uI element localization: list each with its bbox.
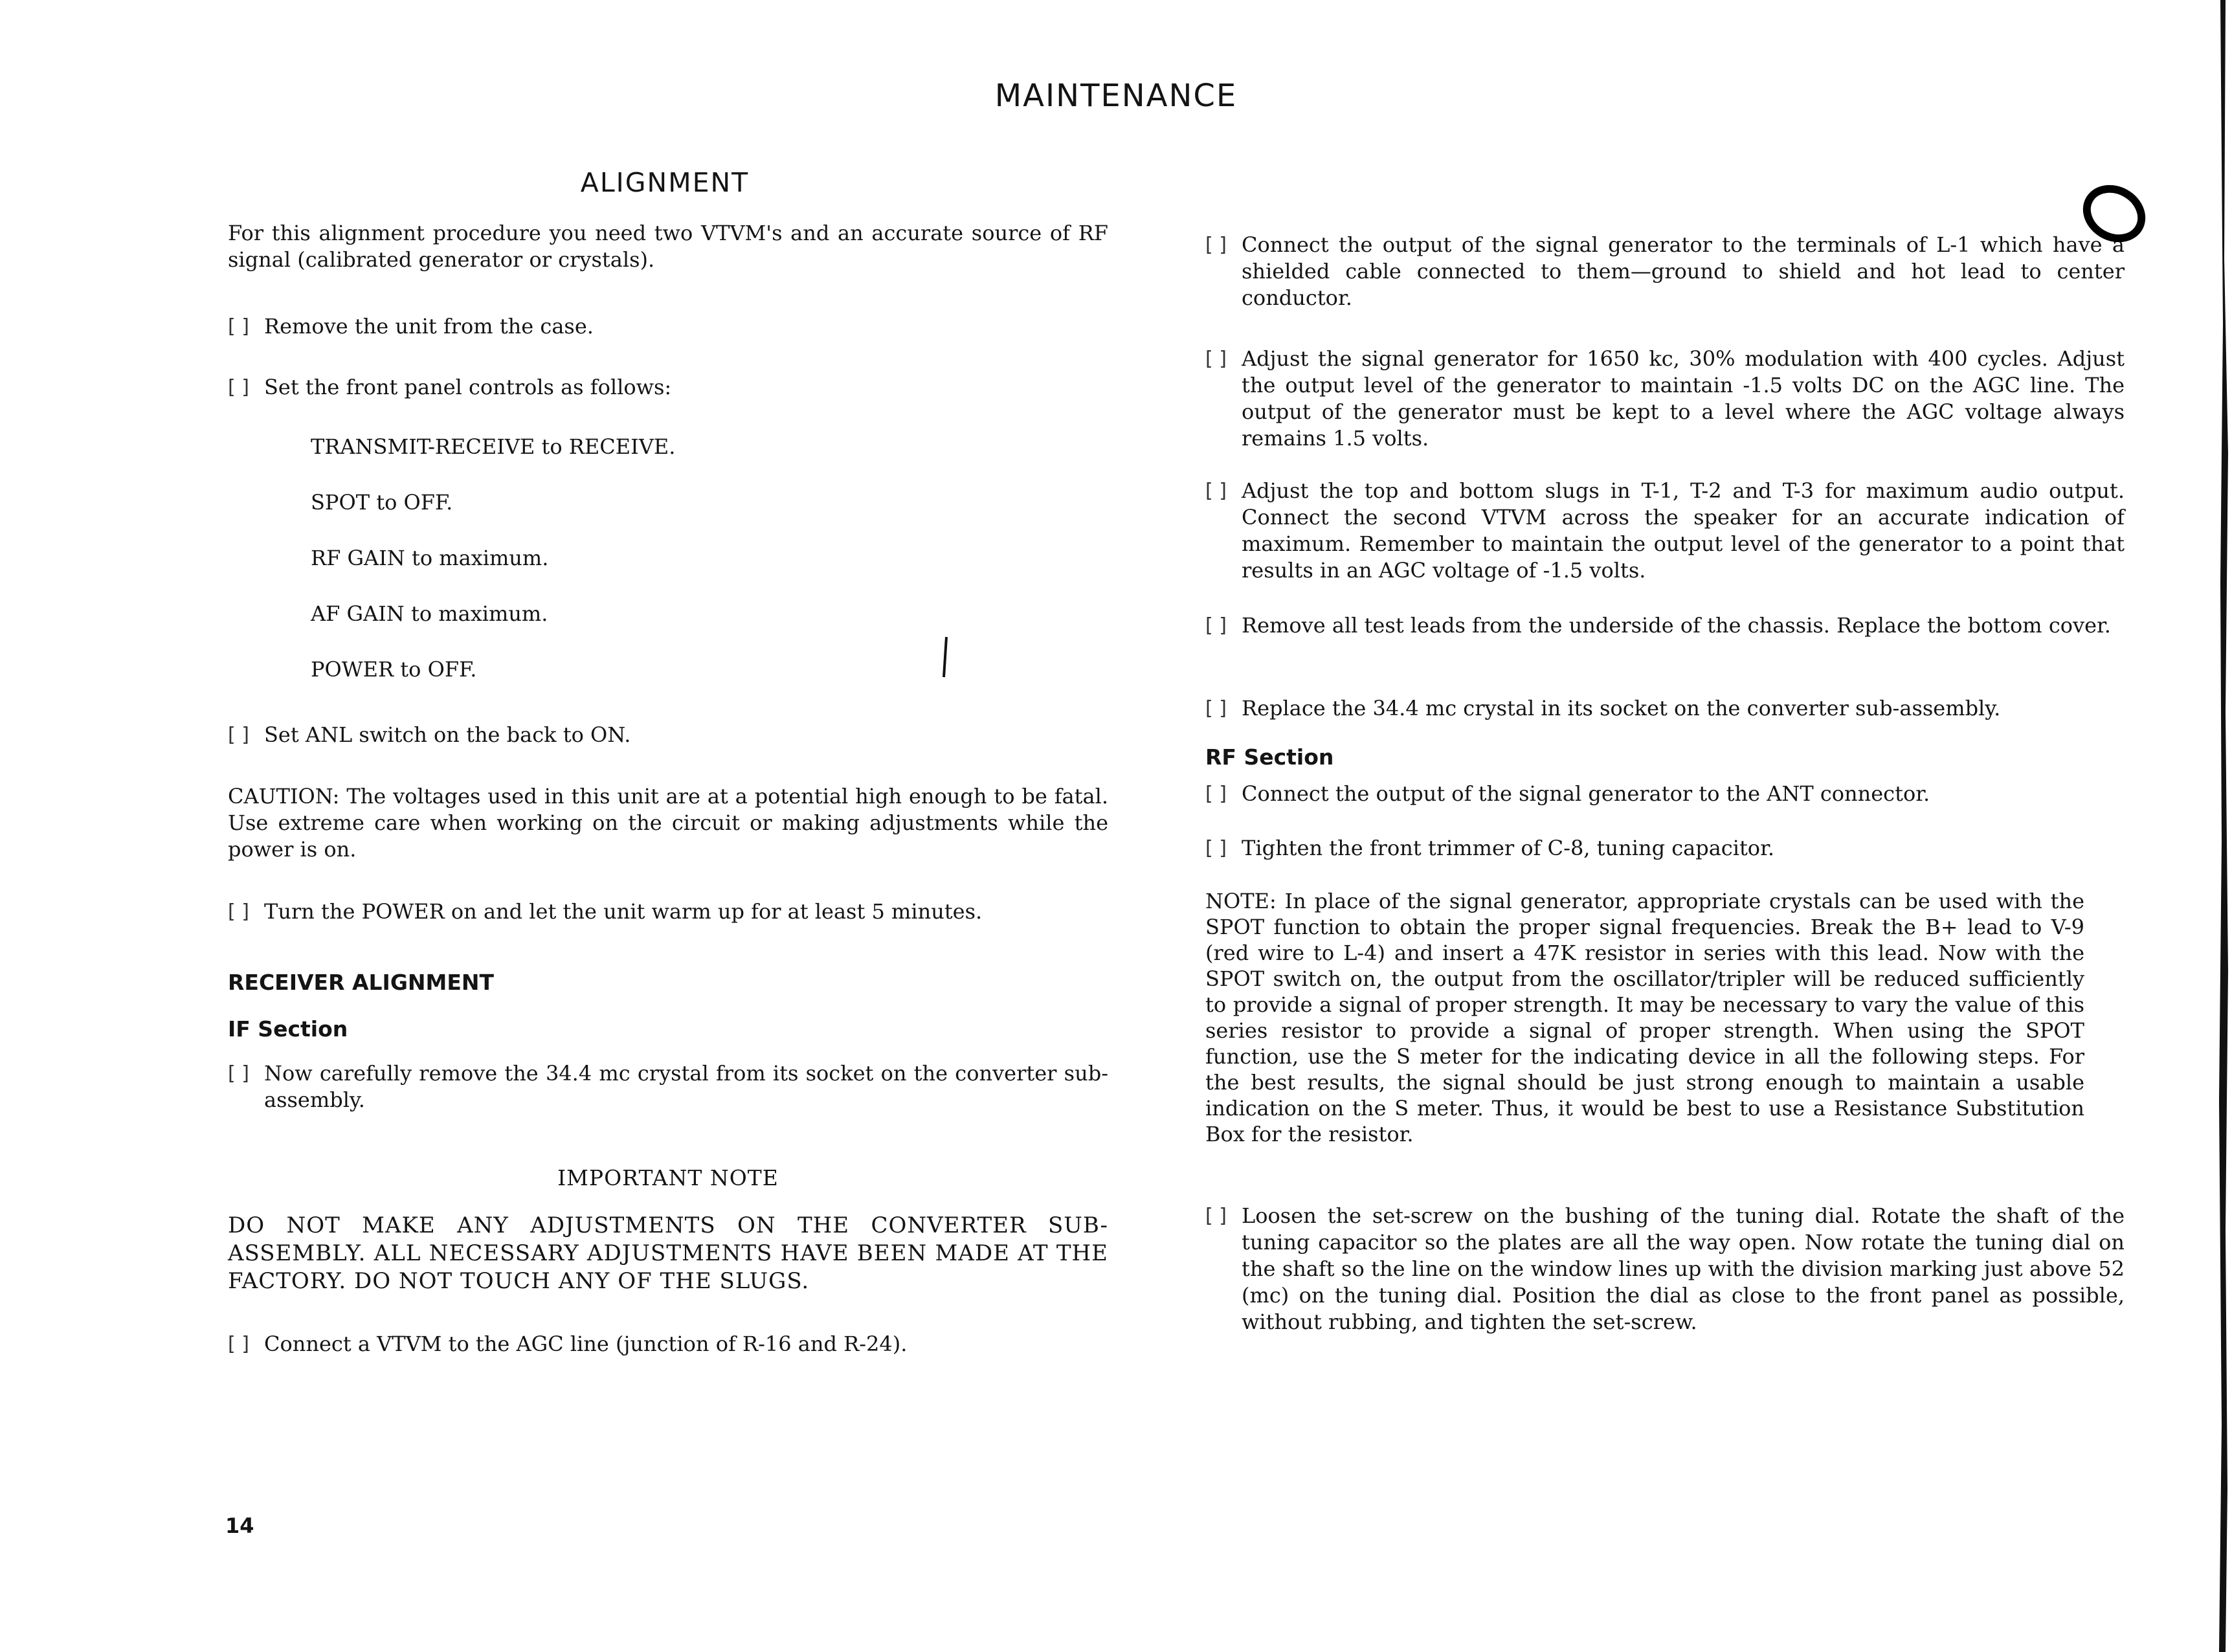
checkbox-icon: [ ] <box>1205 783 1227 805</box>
step-text: Remove all test leads from the underside of the chassis. Replace the bottom cover. <box>1242 613 2111 638</box>
step-remove-crystal <box>228 1060 1108 1113</box>
step-text: Remove the unit from the case. <box>264 314 594 339</box>
checkbox-icon: [ ] <box>1205 837 1227 860</box>
margin-mark-icon <box>2075 179 2153 250</box>
step-text: Loosen the set-screw on the bushing of the tuning dial. Rotate the shaft of the tuning capacitor so the plates are all the way open. Now rotate the tuning dial on the shaft so the line on the window lines up with the division marking just above 52 (mc) on the tuning dial. Position the dial as close to the front panel as possible, without rubbing, and tighten the set-screw. <box>1242 1203 2125 1334</box>
step-text: Adjust the signal generator for 1650 kc, 30% modulation with 400 cycles. Adjust the output level of the generator to maintain -1.5 volts DC on the AGC line. The output of the generator must be kept to a level where the AGC voltage always remains 1.5 volts. <box>1242 346 2125 451</box>
checkbox-icon: [ ] <box>228 1333 249 1356</box>
checkbox-icon: [ ] <box>1205 1205 1227 1227</box>
section-title-alignment: ALIGNMENT <box>580 167 750 198</box>
step-loosen-setscrew <box>1205 1203 2125 1335</box>
checkbox-icon: [ ] <box>228 900 249 923</box>
page-number: 14 <box>225 1513 254 1538</box>
step-replace-crystal <box>1205 695 2125 722</box>
step-connect-ant <box>1205 781 2125 807</box>
checkbox-icon: [ ] <box>1205 614 1227 637</box>
control-setting: AF GAIN to maximum. <box>311 601 548 626</box>
important-note-text: DO NOT MAKE ANY ADJUSTMENTS ON THE CONVERTER SUB-ASSEMBLY. ALL NECESSARY ADJUSTMENTS HAVE BEEN MADE AT THE FACTORY. DO NOT TOUCH ANY OF THE SLUGS. <box>228 1212 1108 1294</box>
page-title: MAINTENANCE <box>994 78 1238 114</box>
control-setting: POWER to OFF. <box>311 657 477 682</box>
step-anl-switch <box>228 722 1108 748</box>
pencil-mark-icon <box>932 634 958 680</box>
checkbox-icon: [ ] <box>228 315 249 338</box>
note-paragraph: NOTE: In place of the signal generator, appropriate crystals can be used with the SPOT function to obtain the proper signal frequencies. Break the B+ lead to V-9 (red wire to L-4) and insert a 47K resistor in series with this lead. Now with the SPOT switch on, the output from the oscillator/tripler will be reduced sufficiently to provide a signal of proper strength. It may be necessary to vary the value of this series resistor to provide a signal of proper strength. When using the SPOT function, use the S meter for the indicating device in all the following steps. For the best results, the signal should be just strong enough to maintain a usable indication on the S meter. Thus, it would be best to use a Resistance Substitution Box for the resistor. <box>1205 889 2084 1146</box>
control-setting: RF GAIN to maximum. <box>311 546 549 570</box>
caution-paragraph: CAUTION: The voltages used in this unit are at a potential high enough to be fatal. Use extreme care when working on the circuit or making adjustments while the power is on. <box>228 784 1108 862</box>
step-adjust-slugs <box>1205 478 2125 584</box>
checkbox-icon: [ ] <box>1205 234 1227 256</box>
step-text: Replace the 34.4 mc crystal in its socket on the converter sub-assembly. <box>1242 696 2001 720</box>
control-setting: SPOT to OFF. <box>311 490 453 515</box>
step-text: Connect the output of the signal generator to the terminals of L-1 which have a shielded cable connected to them—ground to shield and hot lead to center conductor. <box>1242 232 2125 310</box>
step-remove-test-leads <box>1205 612 2125 639</box>
step-adjust-generator <box>1205 346 2125 452</box>
page-edge-shadow <box>2206 0 2232 1652</box>
checkbox-icon: [ ] <box>1205 480 1227 502</box>
step-connect-vtvm <box>228 1331 1108 1357</box>
checkbox-icon: [ ] <box>228 376 249 399</box>
step-text: Tighten the front trimmer of C-8, tuning capacitor. <box>1242 836 1775 860</box>
step-text: Turn the POWER on and let the unit warm up for at least 5 minutes. <box>264 899 983 924</box>
checkbox-icon: [ ] <box>1205 697 1227 720</box>
step-text: Adjust the top and bottom slugs in T-1, T-2 and T-3 for maximum audio output. Connect the second VTVM across the speaker for an accurate indication of maximum. Remember to maintain the output level of the generator to a point that results in an AGC voltage of -1.5 volts. <box>1242 478 2125 583</box>
step-text: Set ANL switch on the back to ON. <box>264 722 631 747</box>
step-power-warmup <box>228 899 1108 925</box>
step-text: Now carefully remove the 34.4 mc crystal from its socket on the converter sub-assembly. <box>264 1061 1108 1112</box>
if-section-heading: IF Section <box>228 1016 348 1042</box>
checkbox-icon: [ ] <box>228 724 249 746</box>
step-tighten-trimmer <box>1205 835 2125 862</box>
intro-paragraph: For this alignment procedure you need two VTVM's and an accurate source of RF signal (calibrated generator or crystals). <box>228 221 1108 272</box>
step-remove-unit <box>228 313 1108 340</box>
checkbox-icon: [ ] <box>1205 348 1227 370</box>
important-note-title: IMPORTANT NOTE <box>557 1165 779 1190</box>
step-text: Set the front panel controls as follows: <box>264 375 672 399</box>
step-set-controls <box>228 374 1108 401</box>
step-text: Connect a VTVM to the AGC line (junction of R-16 and R-24). <box>264 1332 908 1356</box>
rf-section-heading: RF Section <box>1205 744 1334 770</box>
step-text: Connect the output of the signal generator to the ANT connector. <box>1242 781 1930 806</box>
step-connect-generator <box>1205 232 2125 311</box>
receiver-alignment-heading: RECEIVER ALIGNMENT <box>228 970 495 995</box>
checkbox-icon: [ ] <box>228 1062 249 1085</box>
control-setting: TRANSMIT-RECEIVE to RECEIVE. <box>311 434 676 459</box>
